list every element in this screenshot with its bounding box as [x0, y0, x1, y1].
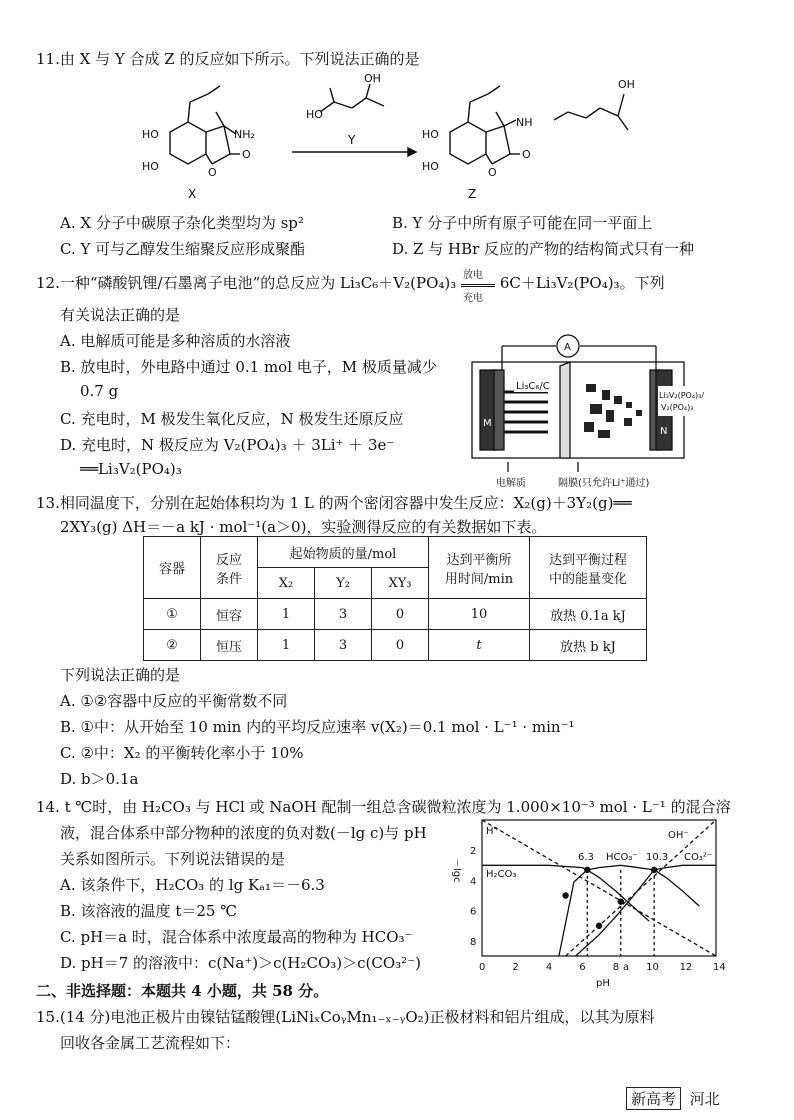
q11-option-d: D. Z 与 HBr 反应的产物的结构简式只有一种 [392, 240, 695, 258]
q12-stem-part2: 6C＋Li₃V₂(PO₄)₃。下列 [499, 274, 665, 292]
q14-stem-line1: 14. t ℃时，由 H₂CO₃ 与 HCl 或 NaOH 配制一组总含碳微粒浓度为 1.000×10⁻³ mol · L⁻¹ 的混合溶 [36, 798, 731, 816]
q12-battery-figure [466, 330, 705, 492]
label-103: 10.3 [646, 852, 669, 863]
th-time: 达到平衡所 用时间/min [429, 537, 530, 599]
q12-option-d-line1: D. 充电时，N 极反应为 V₂(PO₄)₃ ＋ 3Li⁺ ＋ 3e⁻ [60, 436, 395, 454]
x-tick-label: 10 [646, 962, 659, 973]
x-label: X [188, 187, 197, 201]
y-tick-label: 2 [470, 846, 477, 858]
series-line-1 [566, 820, 716, 956]
q15-stem-line1: 15.(14 分)电池正极片由镍钴锰酸锂(LiNiₓCoᵧMn₁₋ₓ₋ᵧO₂)正极材料和铝片组成，以其为原料 [36, 1008, 655, 1026]
series-line-4 [576, 865, 716, 956]
x-tick-label: 6 [579, 962, 586, 973]
q14-option-b: B. 该溶液的温度 t＝25 ℃ [60, 902, 237, 920]
arrow-charge: 充电 [463, 293, 484, 304]
footer-brand: 新高考 [626, 1087, 681, 1110]
q12-option-d-line2: ══Li₃V₂(PO₄)₃ [80, 460, 182, 478]
x-axis-label: pH [596, 978, 610, 989]
q13-data-table [143, 536, 647, 661]
z-o-ring: O [488, 166, 497, 179]
q11-reaction-scheme [120, 72, 680, 208]
q13-option-d: D. b＞0.1a [60, 770, 139, 788]
membrane-label: 隔膜(只允许Li⁺通过) [558, 478, 650, 489]
x-tick-label: 4 [545, 962, 553, 973]
q13-option-a: A. ①②容器中反应的平衡常数不同 [60, 692, 288, 710]
th-condition: 反应 条件 [201, 537, 258, 599]
z-o-carb: O [522, 148, 531, 161]
y-tick-label: 4 [470, 876, 477, 888]
label-a: a [623, 962, 630, 973]
series-line-3 [559, 865, 699, 956]
x-o-carb: O [242, 148, 251, 161]
arrow-discharge: 放电 [463, 270, 484, 281]
x-tick-label: 0 [479, 962, 486, 973]
q14-option-c: C. pH＝a 时，混合体系中浓度最高的物种为 HCO₃⁻ [60, 928, 413, 946]
y-tick-label: 6 [470, 906, 477, 918]
q13-stem-line2: 2XY₃(g) ΔH＝－a kJ · mol⁻¹(a＞0)，实验测得反应的有关数据如下表。 [60, 518, 547, 536]
footer-region: 河北 [689, 1090, 720, 1108]
y-label: Y [348, 133, 356, 147]
left-material-label: Li₃C₆/C [516, 381, 550, 392]
label-hco3: HCO₃⁻ [606, 852, 638, 863]
electrode-m-label: M [483, 418, 492, 429]
q15-stem-line2: 回收各金属工艺流程如下： [60, 1034, 241, 1052]
intersection-point-3 [596, 923, 601, 928]
q11-stem: 11.由 X 与 Y 合成 Z 的反应如下所示。下列说法正确的是 [36, 50, 420, 68]
label-co3: CO₃²⁻ [684, 852, 713, 863]
q11-option-a: A. X 分子中碳原子杂化类型均为 sp² [60, 214, 304, 232]
label-h2co3: H₂CO₃ [486, 869, 517, 880]
q12-option-a: A. 电解质可能是多种溶质的水溶液 [60, 332, 291, 350]
th-start-amount: 起始物质的量/mol [258, 537, 429, 568]
x-tick-label: 12 [679, 962, 693, 973]
z-label: Z [468, 187, 477, 201]
section2-heading: 二、非选择题：本题共 4 小题，共 58 分。 [36, 982, 329, 1000]
th-y2: Y₂ [315, 568, 372, 599]
right-material-label1: Li₃V₂(PO₄)₃/ [659, 391, 705, 400]
x-ho2: HO [142, 160, 159, 173]
label-oh: OH⁻ [668, 830, 689, 841]
z-nh: NH [516, 116, 533, 129]
q11-option-c: C. Y 可与乙醇发生缩聚反应形成聚酯 [60, 240, 306, 258]
q11-option-b: B. Y 分子中所有原子可能在同一平面上 [392, 214, 653, 232]
q12-option-b-line2: 0.7 g [80, 382, 119, 400]
y-tick-label: 8 [470, 936, 477, 948]
q12-option-c: C. 充电时，M 极发生氧化反应，N 极发生还原反应 [60, 410, 404, 428]
q14-option-a: A. 该条件下，H₂CO₃ 的 lg Kₐ₁＝－6.3 [60, 876, 325, 894]
q14-option-d: D. pH＝7 的溶液中：c(Na⁺)＞c(H₂CO₃)＞c(CO₃²⁻) [60, 954, 421, 972]
q13-stem-line1: 13.相同温度下，分别在起始体积均为 1 L 的两个密闭容器中发生反应：X₂(g)＋3Y₂(g)══ [36, 494, 632, 512]
z-oh: OH [618, 78, 635, 91]
intersection-point-0 [585, 867, 590, 872]
q12-stem-line1 [36, 270, 665, 304]
q12-stem-line2: 有关说法正确的是 [60, 306, 181, 324]
th-xy3: XY₃ [372, 568, 429, 599]
ammeter-label: A [564, 342, 571, 353]
z-ho2: HO [422, 160, 439, 173]
label-h: H⁺ [486, 826, 499, 837]
table-row: ② 恒压 1 3 0 t 放热 b kJ [144, 630, 647, 661]
z-benzene-ring [450, 122, 486, 164]
intersection-point-4 [618, 899, 623, 904]
footer [626, 1087, 720, 1110]
electrolyte-label: 电解质 [496, 478, 526, 489]
q14-stem-line3: 关系如图所示。下列说法错误的是 [60, 850, 286, 868]
q14-speciation-chart [446, 814, 732, 990]
q14-stem-line2: 液，混合体系中部分物种的浓度的负对数(－lg c)与 pH [60, 824, 427, 842]
x-tick-label: 14 [713, 962, 726, 973]
label-63: 6.3 [578, 852, 594, 863]
intersection-point-1 [652, 867, 657, 872]
th-x2: X₂ [258, 568, 315, 599]
intersection-point-2 [563, 893, 568, 898]
x-ho1: HO [142, 128, 159, 141]
y-oh: OH [364, 72, 381, 85]
electrode-n-label: N [660, 426, 668, 437]
z-ho1: HO [422, 128, 439, 141]
x-benzene-ring [170, 122, 206, 164]
q13-option-b: B. ①中：从开始至 10 min 内的平均反应速率 v(X₂)＝0.1 mol · L⁻¹ · min⁻¹ [60, 718, 575, 736]
x-nh2: NH₂ [234, 128, 255, 141]
x-tick-label: 2 [512, 962, 519, 973]
q13-ask: 下列说法正确的是 [60, 666, 181, 684]
th-energy: 达到平衡过程 中的能量变化 [530, 537, 647, 599]
x-o-ring: O [208, 166, 217, 179]
right-material-label2: V₂(PO₄)₃ [661, 403, 694, 412]
y-ho: HO [306, 108, 323, 121]
membrane [560, 362, 570, 458]
q12-option-b-line1: B. 放电时，外电路中通过 0.1 mol 电子，M 极质量减少 [60, 358, 437, 376]
table-row: ① 恒容 1 3 0 10 放热 0.1a kJ [144, 599, 647, 630]
y-axis-label: －lgc [451, 858, 462, 883]
q12-reaction-arrow [461, 270, 495, 304]
x-tick-label: 8 [612, 962, 620, 973]
th-container: 容器 [144, 537, 201, 599]
q12-stem-part1: 12.一种“磷酸钒锂/石墨离子电池”的总反应为 Li₃C₆＋V₂(PO₄)₃ [36, 274, 457, 292]
q13-option-c: C. ②中：X₂ 的平衡转化率小于 10% [60, 744, 304, 762]
